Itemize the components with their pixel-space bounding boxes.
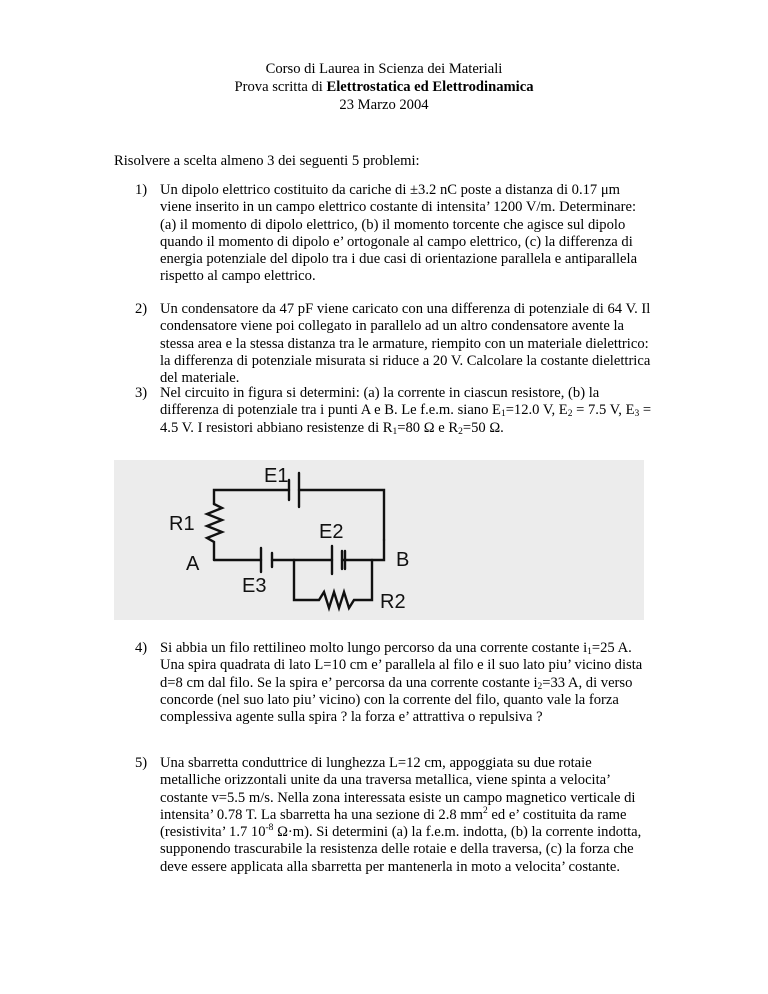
label-e2: E2	[319, 521, 344, 543]
problem-number: 3)	[135, 385, 148, 401]
problem-3	[135, 385, 655, 437]
exam-title: Prova scritta di Elettrostatica ed Elettrodinamica	[234, 79, 534, 95]
problem-text: Un dipolo elettrico costituito da cariche di ±3.2 nC poste a distanza di 0.17 μm viene inserito in un campo elettrico costante di intensita’ 1200 V/m. Determinare: (a) il momento di dipolo elettrico, (b) il momento torcente che agisce sul dipolo quando il momento di dipolo e’ ortogonale al campo elettrico, (c) la differenza di energia potenziale del dipolo tra i due casi di orientazione parallela e antiparallela rispetto al campo elettrico.	[160, 182, 638, 285]
label-a: A	[186, 553, 200, 575]
problem-2	[135, 301, 655, 387]
resistor-r1	[207, 504, 222, 560]
label-e3: E3	[242, 575, 267, 597]
problem-number: 1)	[135, 182, 148, 198]
exam-date: 23 Marzo 2004	[339, 97, 429, 113]
problem-5	[135, 755, 655, 876]
circuit-diagram	[114, 460, 644, 620]
circuit-figure	[114, 460, 644, 620]
label-r2: R2	[380, 591, 406, 613]
course-title: Corso di Laurea in Scienza dei Materiali	[265, 61, 503, 77]
problem-text: Si abbia un filo rettilineo molto lungo percorso da una corrente costante $i_1=25$ A. Una spira quadrata di lato L=10 cm e’ parallela al filo e il suo lato piu’ vicino dista d=8 cm dal filo. Se la spira e’ percorsa da una corrente costante $i_2=33$ A, di verso concorde (nel suo lato piu’ vicino) con la corrente del filo, quanto vale la forza complessiva agente sulla spira ? la forza e’ attrattiva o repulsiva ?	[160, 640, 643, 726]
document-header	[0, 60, 768, 114]
instructions: Risolvere a scelta almeno 3 dei seguenti 5 problemi:	[114, 153, 420, 169]
problem-number: 5)	[135, 755, 148, 771]
problem-text: Una sbarretta conduttrice di lunghezza L=12 cm, appoggiata su due rotaie metalliche orizzontali unite da una traversa metallica, viene spinta a velocita’ costante v=5.5 m/s. Nella zona interessata esiste un campo magnetico verticale di intensita’ 0.78 T. La sbarretta ha una sezione di 2.8 $mm^2$ ed e’ costituita da rame (resistivita’ 1.7 $10^{-8}$ Ω·m). Si determini (a) la f.e.m. indotta, (b) la corrente indotta, supponendo trascurabile la resistenza delle rotaie e della traversa, (c) la forza che deve essere applicata alla sbarretta per mantenerla in moto a velocita’ costante.	[160, 755, 642, 875]
problem-number: 4)	[135, 640, 148, 656]
problem-4	[135, 640, 655, 726]
label-r1: R1	[169, 513, 195, 535]
label-e1: E1	[264, 465, 289, 487]
middle-wire	[214, 540, 384, 560]
label-b: B	[396, 549, 410, 571]
problem-number: 2)	[135, 301, 148, 317]
problem-1	[135, 182, 655, 286]
exam-subject: Elettrostatica ed Elettrodinamica	[326, 79, 534, 95]
problem-text: Nel circuito in figura si determini: (a) la corrente in ciascun resistore, (b) la differenza di potenziale tra i punti A e B. Le f.e.m. siano $E_1=12.0$ V, $E_2 = 7.5$ V, $E_3 = 4.5$ V. I resistori abbiano resistenze di $R_1=80$ Ω e $R_2=50$ Ω.	[160, 385, 652, 437]
problem-text: Un condensatore da 47 pF viene caricato con una differenza di potenziale di 64 V. Il condensatore viene poi collegato in parallelo ad un altro condensatore avente la stessa area e la stessa distanza tra le armature, riempito con un materiale dielettrico: la differenza di potenziale misurata si riduce a 20 V. Calcolare la costante dielettrica del materiale.	[160, 301, 651, 387]
